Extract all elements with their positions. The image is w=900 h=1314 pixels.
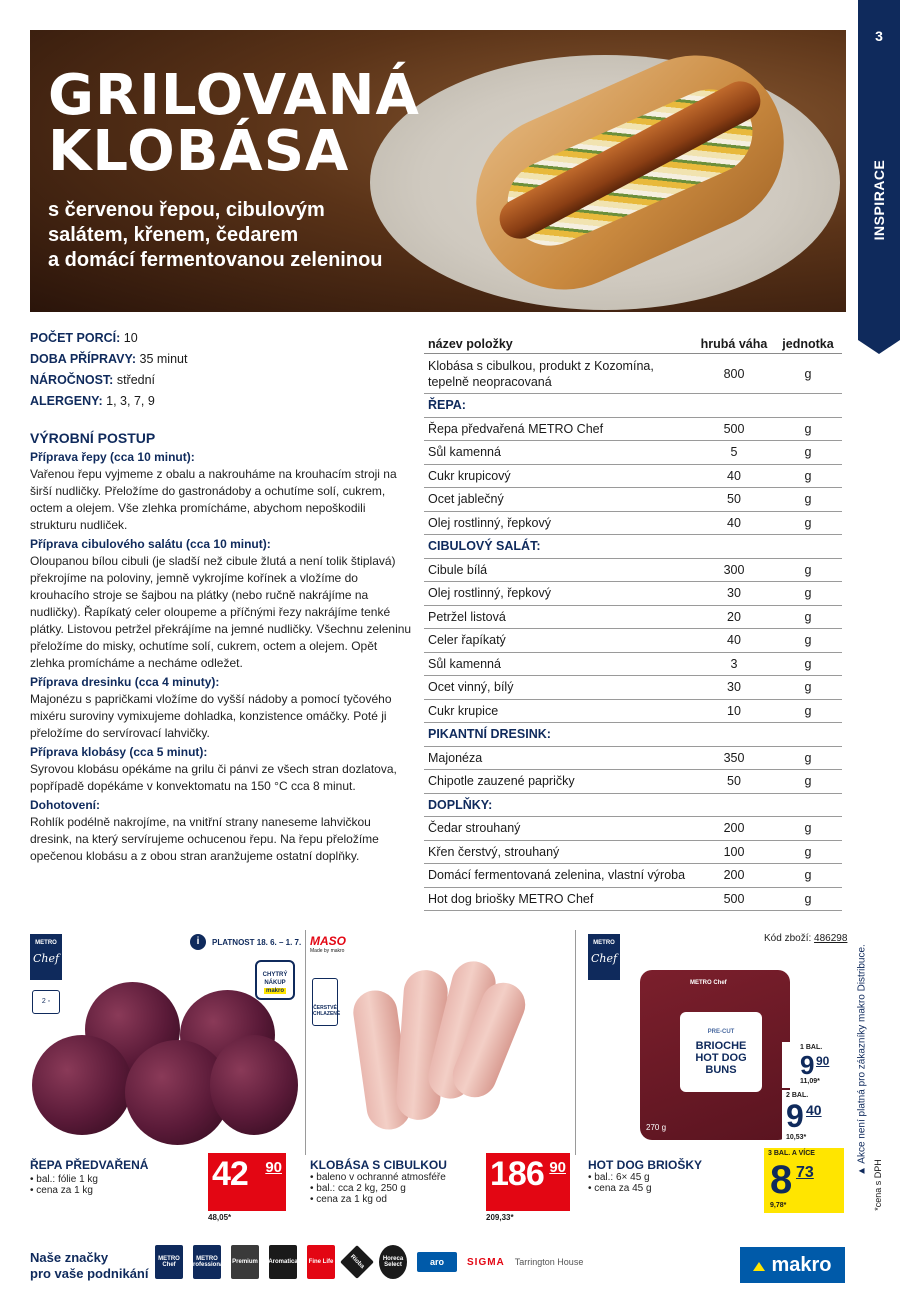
ingredient-weight: 20 <box>727 609 741 624</box>
ingredient-weight: 5 <box>730 445 738 460</box>
brand-logo: METRO Professional <box>193 1245 221 1279</box>
ingredient-name: Olej rostlinný, řepkový <box>428 515 551 530</box>
table-row <box>424 653 842 677</box>
smart-purchase-label: CHYTRÝ NÁKUP <box>262 972 288 986</box>
product-name: ŘEPA PŘEDVAŘENÁ <box>30 1158 149 1172</box>
tier-price-vat: 10,53* <box>786 1134 807 1141</box>
price-decimal: 90 <box>549 1159 566 1176</box>
metro-chef-logo-chef: Chef <box>32 952 60 965</box>
ingredient-name: Chipotle zauzené papričky <box>428 774 575 789</box>
brand-logo: Tarrington House <box>514 1257 584 1267</box>
meta-row-difficulty <box>30 370 187 391</box>
price-main: 186 <box>490 1155 544 1193</box>
section-tab <box>858 0 900 340</box>
brand-logo: SIGMA <box>467 1256 505 1268</box>
step-text: Rohlík podélně nakrojíme, na vnitřní strany naneseme lahvičkou dresink, na který servírujeme ochucenou řepu. Na řepu přeložíme opečenou klobásu a z obou stran aranžujeme ostatní doplňky. <box>30 815 379 863</box>
brand-logo: Fine Life <box>307 1245 335 1279</box>
ingredient-unit: g <box>804 680 812 695</box>
product-info <box>588 1172 652 1194</box>
table-row <box>424 888 842 912</box>
brioche-buns-package <box>640 970 790 1140</box>
ingredient-name: Sůl kamenná <box>428 445 501 460</box>
price-main: 42 <box>212 1155 248 1193</box>
ingredient-name: Cukr krupice <box>428 703 499 718</box>
price-with-vat: 48,05* <box>208 1213 232 1222</box>
price-tier-1 <box>782 1042 844 1088</box>
meta-row-allergens <box>30 391 187 412</box>
brand-logo: Premium <box>231 1245 259 1279</box>
ingredient-weight: 40 <box>727 468 741 483</box>
meta-row-time <box>30 349 187 370</box>
table-header <box>424 334 842 354</box>
ingredient-name: Ocet jablečný <box>428 492 504 507</box>
column-header-name: název položky <box>428 336 513 351</box>
table-row <box>424 488 842 512</box>
meta-label: ALERGENY: <box>30 394 103 408</box>
ingredient-unit: g <box>804 562 812 577</box>
recipe-subtitle-line: s červenou řepou, cibulovým <box>48 199 325 221</box>
table-row <box>424 512 842 536</box>
column-header-unit: jednotka <box>782 336 834 351</box>
product-info <box>30 1174 98 1196</box>
table-row <box>424 700 842 724</box>
ingredient-unit: g <box>804 891 812 906</box>
recipe-subtitle-line: salátem, křenem, čedarem <box>48 224 299 246</box>
section-label: INSPIRACE <box>871 159 887 241</box>
tier-price-vat: 11,09* <box>800 1078 820 1085</box>
price-tier-3 <box>764 1148 844 1213</box>
step-heading: Dohotovení: <box>30 798 100 812</box>
section-label: ŘEPA: <box>428 398 466 413</box>
recipe-title-line: KLOBÁSA <box>48 119 350 184</box>
ingredient-name: Ocet vinný, bílý <box>428 680 514 695</box>
ingredient-name: Petržel listová <box>428 609 506 624</box>
recipe-title-line: GRILOVANÁ <box>48 63 420 128</box>
meta-row-portions <box>30 328 187 349</box>
our-brands-line: pro vaše podnikání <box>30 1266 149 1281</box>
beetroot-image <box>30 980 300 1150</box>
tier-price-main: 9 <box>800 1050 815 1080</box>
product-info <box>310 1172 446 1205</box>
ingredient-unit: g <box>804 774 812 789</box>
vat-note: *cena s DPH <box>873 1159 883 1211</box>
maso-logo <box>310 934 360 962</box>
table-row <box>424 354 842 394</box>
product-info-line: • baleno v ochranné atmosféře <box>310 1172 446 1183</box>
product-name: KLOBÁSA S CIBULKOU <box>310 1158 447 1172</box>
package-line: BRIOCHE <box>695 1040 747 1052</box>
maso-logo-text: MASO <box>310 934 346 948</box>
table-body <box>424 354 842 911</box>
brand-logo: Horeca Select <box>379 1245 407 1279</box>
meta-label: POČET PORCÍ: <box>30 331 121 345</box>
ingredient-weight: 350 <box>723 750 745 765</box>
ingredient-weight: 50 <box>727 774 741 789</box>
table-row <box>424 582 842 606</box>
table-row <box>424 747 842 771</box>
product-info-line: • bal.: fólie 1 kg <box>30 1174 98 1185</box>
ingredient-name: Sůl kamenná <box>428 656 501 671</box>
product-divider <box>305 930 306 1155</box>
tier-price-vat: 9,78* <box>770 1202 787 1209</box>
ingredient-name: Křen čerstvý, strouhaný <box>428 844 560 859</box>
table-row <box>424 817 842 841</box>
ingredient-unit: g <box>804 445 812 460</box>
validity-text: PLATNOST 18. 6. – 1. 7. <box>212 937 302 947</box>
ingredient-unit: g <box>804 656 812 671</box>
ingredient-weight: 30 <box>727 586 741 601</box>
meta-value: střední <box>113 373 156 387</box>
price-tag <box>208 1153 286 1222</box>
ingredient-name: Domácí fermentovaná zelenina, vlastní výroba <box>428 868 686 883</box>
table-section-row <box>424 535 842 559</box>
step-heading: Příprava klobásy (cca 5 minut): <box>30 745 208 759</box>
table-row <box>424 418 842 442</box>
price-tag <box>486 1153 570 1222</box>
meta-value: 10 <box>120 331 138 345</box>
table-row <box>424 441 842 465</box>
metro-chef-logo-chef: Chef <box>590 952 618 965</box>
ingredient-unit: g <box>804 492 812 507</box>
ingredient-weight: 300 <box>723 562 745 577</box>
ingredient-weight: 800 <box>723 366 745 381</box>
ingredient-unit: g <box>804 468 812 483</box>
table-section-row <box>424 394 842 418</box>
product-code-label: Kód zboží: <box>764 933 812 944</box>
step-text: Majonézu s papričkami vložíme do vyšší nádoby a pomocí tyčového mixéru suroviny vymixujeme dohladka, konzistence omáčky. Poté ji přeložíme do servírovací lahvičky. <box>30 692 392 740</box>
makro-logo-text: makro <box>771 1254 832 1276</box>
ingredient-name: Celer řapíkatý <box>428 633 506 648</box>
product-info-line: • cena za 1 kg od <box>310 1194 387 1205</box>
ingredient-weight: 100 <box>723 844 745 859</box>
makro-triangle-icon <box>753 1262 765 1271</box>
ingredient-name: Majonéza <box>428 750 483 765</box>
step-text: Syrovou klobásu opékáme na grilu či pánvi ze všech stran dozlatova, popřípadě dopékáme v konvektomatu na 150 °C cca 8 minut. <box>30 762 397 793</box>
metro-chef-logo <box>588 934 620 980</box>
step-heading: Příprava cibulového salátu (cca 10 minut): <box>30 537 271 551</box>
metro-chef-logo-brand: METRO <box>593 940 615 946</box>
ingredient-weight: 200 <box>723 868 745 883</box>
ingredient-unit: g <box>804 844 812 859</box>
makro-logo <box>740 1247 845 1283</box>
smart-purchase-sub: makro <box>265 988 284 994</box>
ingredient-name: Řepa předvařená METRO Chef <box>428 421 604 436</box>
ingredient-unit: g <box>804 515 812 530</box>
price-decimal: 90 <box>265 1159 282 1176</box>
section-label: PIKANTNÍ DRESINK: <box>428 727 551 742</box>
fresh-chilled-badge <box>312 978 341 1026</box>
ingredient-weight: 500 <box>723 421 745 436</box>
validity-badge <box>190 934 301 950</box>
package-precut: PRE-CUT <box>707 1029 735 1035</box>
step-heading: Příprava dresinku (cca 4 minuty): <box>30 675 220 689</box>
ingredient-weight: 500 <box>723 891 745 906</box>
metro-chef-logo <box>30 934 62 980</box>
recipe-subtitle-line: a domácí fermentovanou zeleninou <box>48 249 383 271</box>
table-row <box>424 864 842 888</box>
table-section-row <box>424 723 842 747</box>
process-title: VÝROBNÍ POSTUP <box>30 430 156 446</box>
product-name: HOT DOG BRIOŠKY <box>588 1158 703 1172</box>
ingredient-unit: g <box>804 633 812 648</box>
ingredient-name: Čedar strouhaný <box>428 821 521 836</box>
ingredient-weight: 3 <box>730 656 738 671</box>
info-icon: i <box>190 934 206 950</box>
price-tier-2 <box>782 1090 844 1146</box>
maso-logo-sub: Made by makro <box>310 948 345 954</box>
tier-price-main: 8 <box>770 1158 793 1202</box>
ingredients-table <box>424 334 842 911</box>
ingredient-unit: g <box>804 821 812 836</box>
table-section-row <box>424 794 842 818</box>
ingredient-unit: g <box>804 609 812 624</box>
recipe-meta <box>30 328 187 412</box>
ingredient-name: Klobása s cibulkou, produkt z Kozomína, tepelně neopracovaná <box>428 358 654 389</box>
ingredient-weight: 40 <box>727 515 741 530</box>
ingredient-weight: 40 <box>727 633 741 648</box>
table-row <box>424 559 842 583</box>
ingredient-unit: g <box>804 868 812 883</box>
brand-logo: aro <box>417 1252 457 1272</box>
meta-value: 1, 3, 7, 9 <box>102 394 155 408</box>
column-header-weight: hrubá váha <box>700 336 768 351</box>
tier-price-decimal: 40 <box>806 1102 822 1118</box>
ingredient-weight: 10 <box>727 703 741 718</box>
step-text: Oloupanou bílou cibuli (je sladší než cibule žlutá a není tolik štiplavá) překrojíme na poloviny, jemně vykrojíme kořínek a vložíme do krouhacího stroje se šajbou na plátky (nebo ručně nakrájíme na nudličky). Řapíkatý celer oloupeme a příčnými řezy nakrájíme tenké plátky. Listovou petržel překrájíme na jemné nudličky. Všechnu zeleninu přeložíme do misky, ochutíme solí, cukrem, octem a olejem. Opět zlehka promícháme a necháme odležet. <box>30 554 412 670</box>
distribution-note: ▲ Akce není platná pro zákazníky makro Distribuce. <box>856 944 868 1176</box>
ingredient-name: Olej rostlinný, řepkový <box>428 586 551 601</box>
tier-price-main: 9 <box>786 1098 804 1134</box>
brand-logo: Aromatica <box>269 1245 297 1279</box>
tier-label: 3 BAL. A VÍCE <box>768 1150 815 1157</box>
brand-logo: Rioba <box>340 1245 374 1279</box>
table-row <box>424 770 842 794</box>
ingredient-weight: 50 <box>727 492 741 507</box>
portion-icon: 2 ◦ <box>32 990 60 1014</box>
metro-chef-logo-brand: METRO <box>35 940 57 946</box>
meta-label: DOBA PŘÍPRAVY: <box>30 352 137 366</box>
brand-logo: METRO Chef <box>155 1245 183 1279</box>
table-row <box>424 465 842 489</box>
package-weight: 270 g <box>646 1123 667 1132</box>
brand-logos <box>155 1245 583 1279</box>
meta-value: 35 minut <box>136 352 188 366</box>
ingredient-unit: g <box>804 586 812 601</box>
ingredient-weight: 30 <box>727 680 741 695</box>
page-number: 3 <box>875 28 883 44</box>
price-with-vat: 209,33* <box>486 1213 514 1222</box>
package-line: HOT DOG <box>695 1052 747 1064</box>
production-process <box>30 430 412 865</box>
ingredient-weight: 200 <box>723 821 745 836</box>
tier-price-decimal: 73 <box>796 1164 814 1181</box>
step-text: Vařenou řepu vyjmeme z obalu a nakrouháme na krouhacím stroji na širší nudličky. Přeložíme do gastronádoby a ochutíme solí, cukrem, octem a olejem. Vše zlehka promícháme, abychom nepoškodili strukturu nudliček. <box>30 467 397 532</box>
recipe-title <box>48 63 420 184</box>
package-line: BUNS <box>705 1064 737 1076</box>
section-label: CIBULOVÝ SALÁT: <box>428 539 541 554</box>
ingredient-name: Cukr krupicový <box>428 468 511 483</box>
ingredient-name: Cibule bílá <box>428 562 488 577</box>
table-row <box>424 676 842 700</box>
product-code <box>764 933 847 944</box>
ingredient-unit: g <box>804 366 812 381</box>
package-brand: METRO Chef <box>690 980 727 986</box>
product-info-line: • bal.: cca 2 kg, 250 g <box>310 1183 406 1194</box>
section-tab-arrow <box>858 340 900 354</box>
product-code-value: 486298 <box>814 933 848 944</box>
tier-price-decimal: 90 <box>816 1054 830 1068</box>
meta-label: NÁROČNOST: <box>30 373 114 387</box>
step-heading: Příprava řepy (cca 10 minut): <box>30 450 195 464</box>
ingredient-unit: g <box>804 421 812 436</box>
product-divider <box>575 930 576 1155</box>
table-row <box>424 841 842 865</box>
tier-label: 1 BAL. <box>800 1044 823 1051</box>
product-info-line: • cena za 1 kg <box>30 1185 93 1196</box>
ingredient-unit: g <box>804 703 812 718</box>
ingredient-unit: g <box>804 750 812 765</box>
table-row <box>424 629 842 653</box>
tier-label: 2 BAL. <box>786 1092 809 1099</box>
hero-banner <box>30 30 846 312</box>
recipe-subtitle <box>48 198 383 273</box>
ingredient-name: Hot dog briošky METRO Chef <box>428 891 594 906</box>
table-row <box>424 606 842 630</box>
product-info-line: • bal.: 6× 45 g <box>588 1172 650 1183</box>
section-label: DOPLŇKY: <box>428 797 493 812</box>
our-brands-label <box>30 1250 148 1282</box>
product-info-line: • cena za 45 g <box>588 1183 652 1194</box>
package-label <box>680 1012 762 1092</box>
fresh-chilled-label: ČERSTVÉ CHLAZENÉ <box>313 1005 341 1017</box>
our-brands-line: Naše značky <box>30 1250 109 1265</box>
sausage-links-image <box>355 960 515 1140</box>
